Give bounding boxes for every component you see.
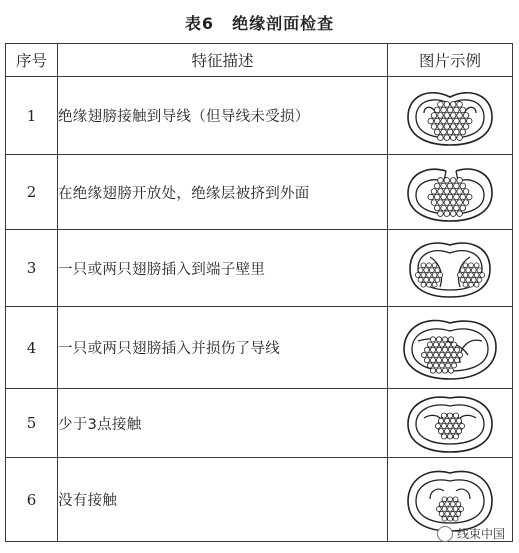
watermark xyxy=(437,525,505,542)
conductor-strand xyxy=(442,367,447,372)
row-image-cell xyxy=(388,155,513,230)
conductor-strand xyxy=(418,268,423,273)
header-example: 图片示例 xyxy=(388,44,513,77)
conductor-strand xyxy=(474,282,479,287)
table-caption: 绝缘剖面检查 xyxy=(232,14,335,33)
conductor-strand xyxy=(441,423,446,428)
conductor-strand xyxy=(431,112,437,118)
row-description: 在绝缘翅膀开放处，绝缘层被挤到外面 xyxy=(58,155,388,230)
conductor-strand xyxy=(450,178,456,184)
conductor-strand xyxy=(450,200,456,206)
conductor-strand xyxy=(450,511,455,516)
row-number: 4 xyxy=(6,307,58,389)
conductor-strand xyxy=(445,362,450,367)
conductor-strand xyxy=(457,134,463,140)
conductor-strand xyxy=(442,347,447,352)
row-number: 2 xyxy=(6,155,58,230)
conductor-strand xyxy=(433,352,438,357)
conductor-strand xyxy=(469,273,474,278)
conductor-strand xyxy=(463,189,469,195)
conductor-strand xyxy=(463,263,468,268)
conductor-strand xyxy=(456,511,461,516)
conductor-strand xyxy=(466,118,472,124)
conductor-strand xyxy=(442,506,447,511)
conductor-strand xyxy=(434,129,440,135)
conductor-strand xyxy=(447,423,452,428)
conductor-strand xyxy=(436,357,441,362)
conductor-strand xyxy=(444,200,450,206)
conductor-strand xyxy=(457,112,463,118)
conductor-strand xyxy=(471,268,476,273)
conductor-strand xyxy=(448,336,453,341)
conductor-strand xyxy=(448,347,453,352)
crimp-section-6-illustration xyxy=(400,465,500,535)
conductor-strand xyxy=(447,205,453,211)
crimp-section-4-illustration xyxy=(398,313,502,383)
table-row xyxy=(6,77,513,155)
conductor-strand xyxy=(444,101,450,107)
conductor-strand xyxy=(441,205,447,211)
conductor-strand xyxy=(453,423,458,428)
conductor-strand xyxy=(469,263,474,268)
conductor-strand xyxy=(450,501,455,506)
row-image-cell xyxy=(388,307,513,389)
conductor-strand xyxy=(454,347,459,352)
conductor-strand xyxy=(435,277,440,282)
table-row xyxy=(6,389,513,458)
conductor-strand xyxy=(444,112,450,118)
conductor-strand xyxy=(439,501,444,506)
conductor-strand xyxy=(444,418,449,423)
row-number: 5 xyxy=(6,389,58,458)
conductor-strand xyxy=(448,506,453,511)
row-number: 3 xyxy=(6,230,58,307)
conductor-strand xyxy=(459,506,464,511)
conductor-strand xyxy=(438,178,444,184)
conductor-strand xyxy=(453,516,458,521)
conductor-strand xyxy=(439,362,444,367)
conductor-strand xyxy=(432,282,437,287)
conductor-strand xyxy=(447,413,452,418)
conductor-strand xyxy=(448,516,453,521)
conductor-strand xyxy=(445,511,450,516)
conductor-strand xyxy=(460,194,466,200)
conductor-strand xyxy=(451,362,456,367)
conductor-strand xyxy=(439,342,444,347)
conductor-strand xyxy=(454,129,460,135)
conductor-strand xyxy=(471,277,476,282)
conductor-strand xyxy=(447,107,453,113)
row-image-cell xyxy=(388,230,513,307)
conductor-strand xyxy=(463,123,469,129)
conductor-strand xyxy=(441,118,447,124)
conductor-strand xyxy=(451,352,456,357)
conductor-strand xyxy=(444,123,450,129)
conductor-strand xyxy=(441,183,447,189)
table-number: 表6 xyxy=(184,14,215,33)
conductor-strand xyxy=(454,194,460,200)
conductor-strand xyxy=(457,200,463,206)
row-number: 6 xyxy=(6,458,58,542)
conductor-strand xyxy=(445,342,450,347)
conductor-strand xyxy=(454,183,460,189)
conductor-strand xyxy=(460,183,466,189)
conductor-strand xyxy=(460,277,465,282)
conductor-strand xyxy=(457,101,463,107)
conductor-strand xyxy=(428,194,434,200)
conductor-strand xyxy=(454,357,459,362)
row-description: 一只或两只翅膀插入到端子壁里 xyxy=(58,230,388,307)
conductor-strand xyxy=(453,413,458,418)
row-description: 一只或两只翅膀插入并损伤了导线 xyxy=(58,307,388,389)
conductor-strand xyxy=(436,367,441,372)
conductor-strand xyxy=(474,263,479,268)
conductor-strand xyxy=(421,263,426,268)
conductor-strand xyxy=(450,123,456,129)
conductor-strand xyxy=(436,336,441,341)
conductor-strand xyxy=(424,347,429,352)
conductor-strand xyxy=(460,118,466,124)
conductor-strand xyxy=(438,134,444,140)
conductor-strand xyxy=(444,178,450,184)
conductor-strand xyxy=(441,413,446,418)
conductor-strand xyxy=(438,123,444,129)
conductor-strand xyxy=(480,273,485,278)
conductor-strand xyxy=(432,263,437,268)
conductor-strand xyxy=(450,211,456,217)
conductor-strand xyxy=(457,123,463,129)
row-description: 没有接触 xyxy=(58,458,388,542)
conductor-strand xyxy=(444,211,450,217)
crimp-section-5-illustration xyxy=(400,392,500,454)
conductor-strand xyxy=(450,418,455,423)
conductor-strand xyxy=(430,347,435,352)
conductor-strand xyxy=(438,200,444,206)
conductor-strand xyxy=(463,282,468,287)
conductor-strand xyxy=(456,501,461,506)
conductor-strand xyxy=(457,273,462,278)
conductor-strand xyxy=(463,112,469,118)
conductor-strand xyxy=(436,347,441,352)
table-row xyxy=(6,307,513,389)
table-row xyxy=(6,230,513,307)
conductor-strand xyxy=(439,511,444,516)
conductor-strand xyxy=(453,496,458,501)
conductor-strand xyxy=(436,506,441,511)
conductor-strand xyxy=(427,342,432,347)
insulation-inspection-table xyxy=(5,43,513,542)
conductor-strand xyxy=(444,134,450,140)
conductor-strand xyxy=(424,268,429,273)
conductor-strand xyxy=(450,112,456,118)
conductor-strand xyxy=(434,183,440,189)
table-row xyxy=(6,155,513,230)
conductor-strand xyxy=(457,178,463,184)
conductor-strand xyxy=(463,200,469,206)
conductor-strand xyxy=(442,357,447,362)
conductor-strand xyxy=(447,434,452,439)
crimp-section-1-illustration xyxy=(400,83,500,149)
conductor-strand xyxy=(457,211,463,217)
conductor-strand xyxy=(431,123,437,129)
conductor-strand xyxy=(438,211,444,217)
conductor-strand xyxy=(428,118,434,124)
conductor-strand xyxy=(444,429,449,434)
conductor-strand xyxy=(477,268,482,273)
conductor-strand xyxy=(418,277,423,282)
conductor-strand xyxy=(447,118,453,124)
conductor-strand xyxy=(456,429,461,434)
conductor-strand xyxy=(421,352,426,357)
conductor-strand xyxy=(450,101,456,107)
conductor-strand xyxy=(450,134,456,140)
conductor-strand xyxy=(431,189,437,195)
conductor-strand xyxy=(454,107,460,113)
conductor-strand xyxy=(460,268,465,273)
conductor-strand xyxy=(445,501,450,506)
wechat-icon xyxy=(437,526,453,542)
conductor-strand xyxy=(424,277,429,282)
conductor-strand xyxy=(448,367,453,372)
conductor-strand xyxy=(441,434,446,439)
header-feature: 特征描述 xyxy=(58,44,388,77)
conductor-strand xyxy=(415,273,420,278)
row-description: 绝缘翅膀接触到导线（但导线未受损） xyxy=(58,77,388,155)
conductor-strand xyxy=(460,107,466,113)
conductor-strand xyxy=(427,352,432,357)
conductor-strand xyxy=(433,362,438,367)
row-number: 1 xyxy=(6,77,58,155)
conductor-strand xyxy=(445,352,450,357)
conductor-strand xyxy=(450,429,455,434)
crimp-section-2-illustration xyxy=(400,159,500,225)
conductor-strand xyxy=(460,205,466,211)
conductor-strand xyxy=(453,506,458,511)
row-image-cell xyxy=(388,389,513,458)
conductor-strand xyxy=(466,277,471,282)
conductor-strand xyxy=(441,107,447,113)
conductor-strand xyxy=(430,336,435,341)
conductor-strand xyxy=(442,516,447,521)
conductor-strand xyxy=(448,357,453,362)
conductor-strand xyxy=(427,273,432,278)
conductor-strand xyxy=(429,277,434,282)
conductor-strand xyxy=(439,352,444,357)
conductor-strand xyxy=(435,268,440,273)
conductor-strand xyxy=(434,107,440,113)
conductor-strand xyxy=(438,273,443,278)
conductor-strand xyxy=(447,194,453,200)
conductor-strand xyxy=(463,273,468,278)
conductor-strand xyxy=(421,273,426,278)
conductor-strand xyxy=(438,101,444,107)
header-index: 序号 xyxy=(6,44,58,77)
conductor-strand xyxy=(434,205,440,211)
conductor-strand xyxy=(442,336,447,341)
conductor-strand xyxy=(451,342,456,347)
conductor-strand xyxy=(424,357,429,362)
conductor-strand xyxy=(454,118,460,124)
conductor-strand xyxy=(427,362,432,367)
conductor-strand xyxy=(442,496,447,501)
conductor-strand xyxy=(441,129,447,135)
row-image-cell xyxy=(388,77,513,155)
conductor-strand xyxy=(438,429,443,434)
conductor-strand xyxy=(444,189,450,195)
table-title xyxy=(0,11,519,34)
conductor-strand xyxy=(438,418,443,423)
conductor-strand xyxy=(477,277,482,282)
conductor-strand xyxy=(450,189,456,195)
conductor-strand xyxy=(466,268,471,273)
conductor-strand xyxy=(438,112,444,118)
conductor-strand xyxy=(457,189,463,195)
conductor-strand xyxy=(433,342,438,347)
conductor-strand xyxy=(435,423,440,428)
conductor-strand xyxy=(460,129,466,135)
watermark-text: 线束中国 xyxy=(456,527,505,541)
conductor-strand xyxy=(430,357,435,362)
header-row xyxy=(6,44,513,77)
conductor-strand xyxy=(421,282,426,287)
conductor-strand xyxy=(430,367,435,372)
conductor-strand xyxy=(466,194,472,200)
conductor-strand xyxy=(434,194,440,200)
conductor-strand xyxy=(427,263,432,268)
conductor-strand xyxy=(474,273,479,278)
conductor-strand xyxy=(453,434,458,439)
conductor-strand xyxy=(469,282,474,287)
conductor-strand xyxy=(456,418,461,423)
conductor-strand xyxy=(434,118,440,124)
conductor-strand xyxy=(457,352,462,357)
conductor-strand xyxy=(454,205,460,211)
conductor-strand xyxy=(447,183,453,189)
conductor-strand xyxy=(438,189,444,195)
conductor-strand xyxy=(432,273,437,278)
conductor-strand xyxy=(429,268,434,273)
crimp-section-3-illustration xyxy=(400,235,500,301)
conductor-strand xyxy=(427,282,432,287)
conductor-strand xyxy=(448,496,453,501)
row-description: 少于3点接触 xyxy=(58,389,388,458)
conductor-strand xyxy=(441,194,447,200)
conductor-strand xyxy=(447,129,453,135)
conductor-strand xyxy=(431,200,437,206)
conductor-strand xyxy=(459,423,464,428)
